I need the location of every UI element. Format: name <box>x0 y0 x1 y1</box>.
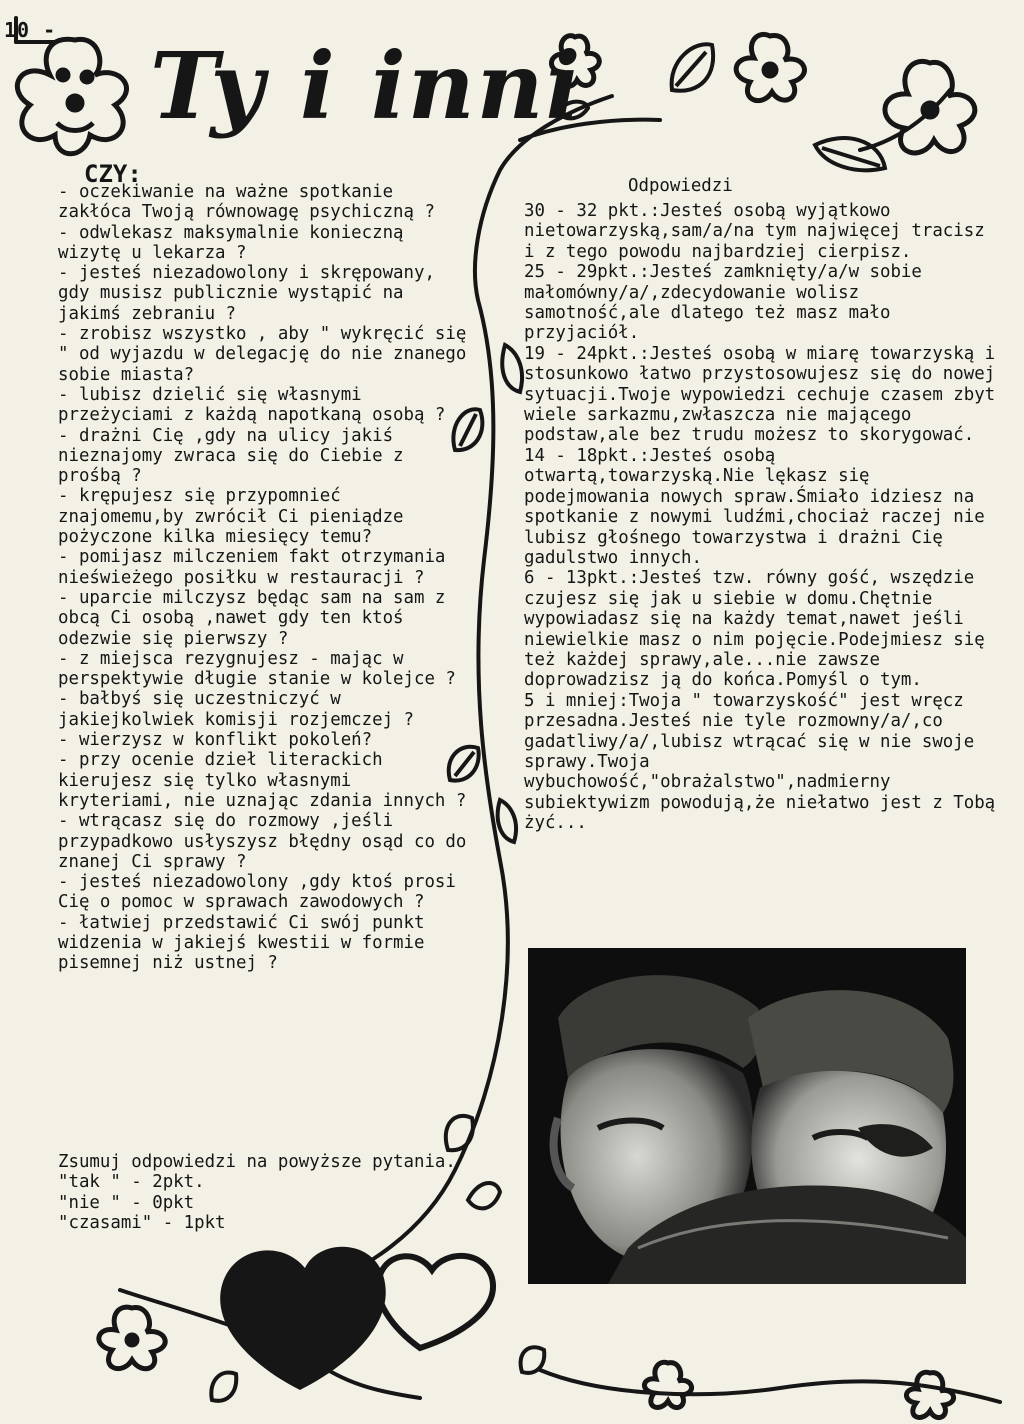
page-title: Ty i inni <box>150 32 583 140</box>
questions-list <box>58 182 468 974</box>
leaf-doodle-icon <box>468 1183 500 1208</box>
question-item: - zrobisz wszystko , aby " wykręcić się " od wyjazdu w delegację do nie znanego sobie miasta? <box>58 324 467 385</box>
sum-instruction: Zsumuj odpowiedzi na powyższe pytania. <box>58 1152 456 1172</box>
leaf-doodle-icon <box>502 345 522 392</box>
scoring-item: "tak " - 2pkt. <box>58 1172 205 1193</box>
couple-photo <box>528 948 966 1284</box>
answer-item: 5 i mniej:Twoja " towarzyskość" jest wręcz przesadna.Jesteś nie tyle rozmowny/a/,co gadatliwy/a/,lubisz wtrącać się w nie swoje sprawy.Twoja wybuchowość,"obrażalstwo",nadmierny subiektywizm powodują,że niełatwo jest z Tobą żyć... <box>524 690 996 834</box>
answers-list <box>524 201 1004 834</box>
questions-label: CZY: <box>84 160 142 188</box>
question-item: - przy ocenie dzieł literackich kierujesz się tylko własnymi kryteriami, nie uznając zdania innych ? <box>58 750 467 811</box>
heart-doodle-icon <box>378 1256 493 1348</box>
answer-item: 6 - 13pkt.:Jesteś tzw. równy gość, wszędzie czujesz się jak u siebie w domu.Chętnie wypowiadasz się na każdy temat,nawet jeśli niewielkie masz o nim pojęcie.Podejmiesz się też każdej sprawy,ale...nie zawsze doprowadzisz ją do końca.Pomyśl o tym. <box>524 568 985 691</box>
question-item: - uparcie milczysz będąc sam na sam z obcą Ci osobą ,nawet gdy ten ktoś odezwie się pierwszy ? <box>58 587 446 649</box>
question-item: - oczekiwanie na ważne spotkanie zakłóca Twoją równowagę psychiczną ? <box>58 182 435 223</box>
question-item: - jesteś niezadowolony ,gdy ktoś prosi Cię o pomoc w sprawach zawodowych ? <box>58 872 456 913</box>
flower-doodle-icon <box>17 39 126 154</box>
answer-item: 19 - 24pkt.:Jesteś osobą w miarę towarzyską i stosunkowo łatwo przystosowujesz się do nowej sytuacji.Twoje wypowiedzi cechuje czasem zbyt wiele sarkazmu,zwłaszcza nie mającego podstaw,ale bez trudu możesz to skorygować. <box>524 343 996 446</box>
leaf-doodle-icon <box>211 1372 236 1400</box>
question-item: - jesteś niezadowolony i skrępowany, gdy musisz publicznie wystąpić na jakimś zebraniu ? <box>58 263 435 324</box>
flower-doodle-icon <box>736 34 804 100</box>
question-item: - z miejsca rezygnujesz - mając w perspektywie długie stanie w kolejce ? <box>58 648 456 690</box>
question-item: - wtrącasz się do rozmowy ,jeśli przypadkowo usłyszysz błędny osąd co do znanej Ci sprawy ? <box>58 811 467 872</box>
scoring-item: "nie " - 0pkt <box>58 1192 195 1213</box>
leaf-doodle-icon <box>815 138 885 170</box>
answer-item: 14 - 18pkt.:Jesteś osobą otwartą,towarzyską.Nie lękasz się podejmowania nowych spraw.Śmiało idziesz na spotkanie z nowymi ludźmi,chociaż raczej nie lubisz głośnego towarzystwa i drażni Cię gadulstwo innych. <box>524 445 985 568</box>
leaf-doodle-icon <box>498 800 516 842</box>
flower-doodle-icon <box>906 1372 953 1417</box>
answer-item: 25 - 29pkt.:Jesteś zamknięty/a/w sobie małomówny/a/,zdecydowanie wolisz samotność,ale dlatego też masz mało przyjaciół. <box>524 262 922 344</box>
scoring-block <box>58 1152 458 1233</box>
flower-doodle-icon <box>99 1307 165 1369</box>
question-item: - wierzysz w konflikt pokoleń? <box>58 730 373 751</box>
question-item: - drażni Cię ,gdy na ulicy jakiś nieznajomy zwraca się do Ciebie z prośbą ? <box>58 425 404 487</box>
answer-item: 30 - 32 pkt.:Jesteś osobą wyjątkowo nietowarzyską,sam/a/na tym najwięcej tracisz i z tego powodu najbardziej cierpisz. <box>524 201 985 262</box>
question-item: - łatwiej przedstawić Ci swój punkt widzenia w jakiejś kwestii w formie pisemnej niż ustnej ? <box>58 912 425 974</box>
leaf-doodle-icon <box>672 44 714 91</box>
leaf-doodle-icon <box>446 1116 473 1150</box>
flower-doodle-icon <box>644 1362 691 1407</box>
question-item: - odwlekasz maksymalnie konieczną wizytę u lekarza ? <box>58 222 404 263</box>
question-item: - lubisz dzielić się własnymi przeżyciami z każdą napotkaną osobą ? <box>58 384 446 426</box>
question-item: - pomijasz milczeniem fakt otrzymania nieświeżego posiłku w restauracji ? <box>58 547 446 588</box>
leaf-doodle-icon <box>521 1347 545 1373</box>
answers-title: Odpowiedzi <box>628 176 733 196</box>
scoring-item: "czasami" - 1pkt <box>58 1212 226 1233</box>
question-item: - bałbyś się uczestniczyć w jakiejkolwiek komisji rozjemczej ? <box>58 689 414 730</box>
question-item: - krępujesz się przypomnieć znajomemu,by zwrócił Ci pieniądze pożyczone kilka miesięcy temu? <box>58 486 404 548</box>
heart-doodle-icon <box>220 1247 386 1390</box>
photo-illustration <box>528 948 966 1284</box>
flower-doodle-icon <box>885 61 975 153</box>
page-number: 10 - <box>4 18 57 42</box>
